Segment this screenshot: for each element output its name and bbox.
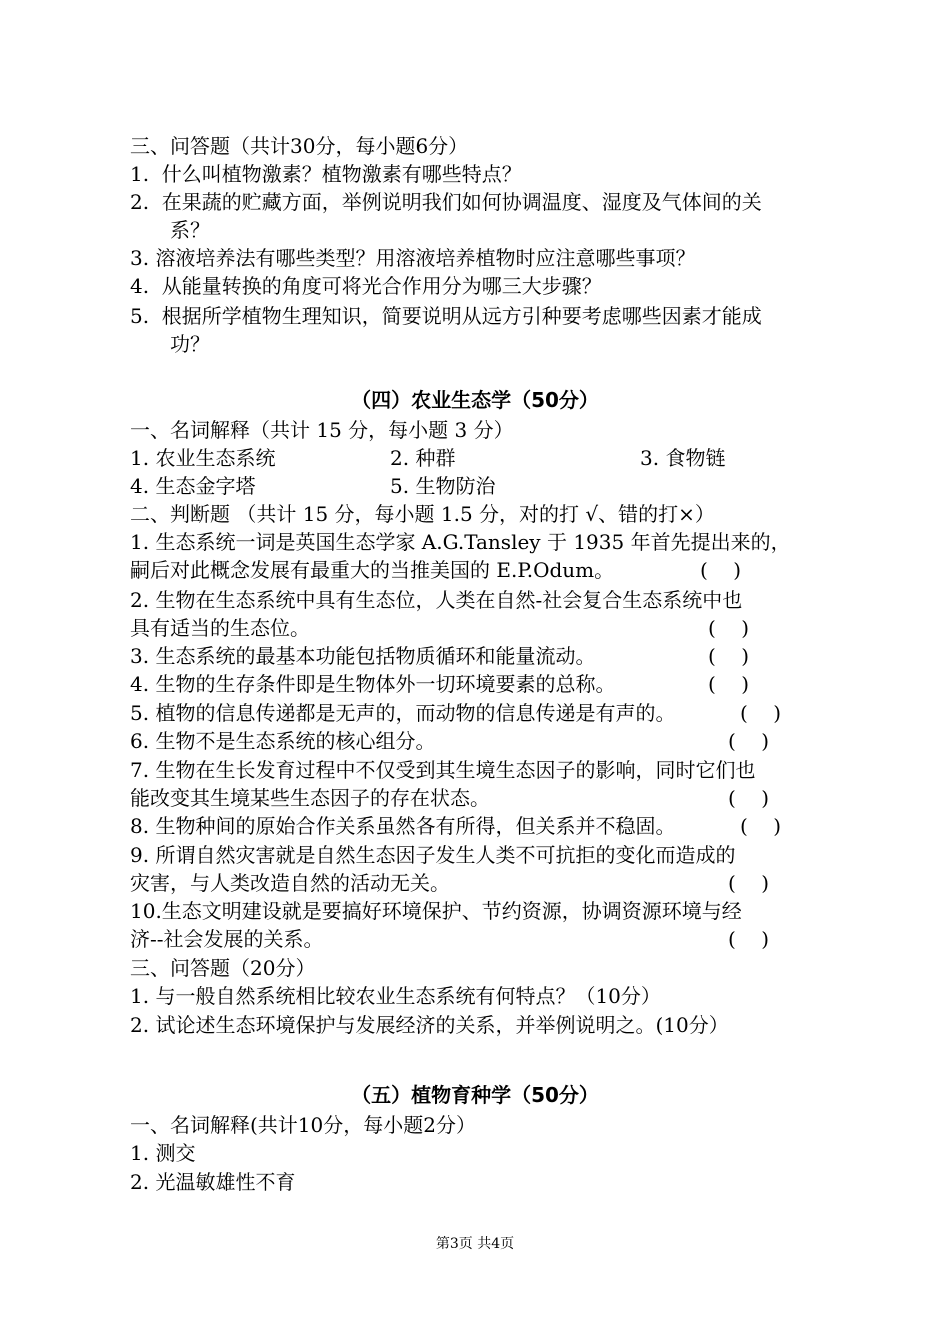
ecology-term-2: 2. 种群 bbox=[390, 446, 456, 470]
page-footer: 第3页 共4页 bbox=[435, 1236, 515, 1252]
tf-question-5: 5. 植物的信息传递都是无声的，而动物的信息传递是有声的。 bbox=[130, 701, 676, 725]
tf-question-6: 6. 生物不是生态系统的核心组分。 bbox=[130, 729, 436, 753]
breeding-term-1: 1. 测交 bbox=[130, 1141, 196, 1165]
ecology-title: （四）农业生态学（50分） bbox=[351, 388, 599, 412]
ecology-term-3: 3. 食物链 bbox=[640, 446, 726, 470]
tf-question-2: 2. 生物在生态系统中具有生态位，人类在自然-社会复合生态系统中也 bbox=[130, 588, 743, 612]
answer-blank: ( ) bbox=[708, 644, 750, 668]
pp-question-3: 3. 溶液培养法有哪些类型？用溶液培养植物时应注意哪些事项？ bbox=[130, 246, 696, 270]
pp-question-2-cont: 系？ bbox=[170, 218, 210, 242]
tf-question-9-cont: 灾害，与人类改造自然的活动无关。 bbox=[130, 871, 450, 895]
ecology-qa-heading: 三、问答题（20分） bbox=[130, 956, 316, 980]
pp-question-1: 1. 什么叫植物激素？植物激素有哪些特点？ bbox=[130, 162, 522, 186]
pp-question-5-cont: 功？ bbox=[170, 332, 210, 356]
ecology-term-1: 1. 农业生态系统 bbox=[130, 446, 276, 470]
pp-question-5: 5. 根据所学植物生理知识，简要说明从远方引种要考虑哪些因素才能成 bbox=[130, 304, 762, 328]
tf-question-8: 8. 生物种间的原始合作关系虽然各有所得，但关系并不稳固。 bbox=[130, 814, 676, 838]
pp-qa-heading: 三、问答题（共计30分，每小题6分） bbox=[130, 134, 469, 158]
ecology-qa-2: 2. 试论述生态环境保护与发展经济的关系，并举例说明之。(10分） bbox=[130, 1013, 729, 1037]
tf-heading: 二、判断题 （共计 15 分，每小题 1.5 分，对的打 √、错的打×） bbox=[130, 502, 715, 526]
tf-question-7: 7. 生物在生长发育过程中不仅受到其生境生态因子的影响，同时它们也 bbox=[130, 758, 756, 782]
pp-question-2: 2. 在果蔬的贮藏方面，举例说明我们如何协调温度、湿度及气体间的关 bbox=[130, 190, 762, 214]
tf-question-1-cont: 嗣后对此概念发展有最重大的当推美国的 E.P.Odum。 bbox=[130, 558, 615, 582]
tf-question-2-cont: 具有适当的生态位。 bbox=[130, 616, 310, 640]
tf-question-4: 4. 生物的生存条件即是生物体外一切环境要素的总称。 bbox=[130, 672, 616, 696]
pp-question-4: 4. 从能量转换的角度可将光合作用分为哪三大步骤？ bbox=[130, 274, 602, 298]
breeding-title: （五）植物育种学（50分） bbox=[351, 1083, 599, 1107]
ecology-qa-1: 1. 与一般自然系统相比较农业生态系统有何特点？（10分） bbox=[130, 984, 661, 1008]
answer-blank: ( ) bbox=[728, 729, 770, 753]
answer-blank: ( ) bbox=[740, 814, 782, 838]
tf-question-10: 10.生态文明建设就是要搞好环境保护、节约资源，协调资源环境与经 bbox=[130, 899, 742, 923]
answer-blank: ( ) bbox=[700, 558, 742, 582]
ecology-term-5: 5. 生物防治 bbox=[390, 474, 496, 498]
tf-question-3: 3. 生态系统的最基本功能包括物质循环和能量流动。 bbox=[130, 644, 596, 668]
tf-question-1: 1. 生态系统一词是英国生态学家 A.G.Tansley 于 1935 年首先提出来的， bbox=[130, 530, 791, 554]
tf-question-10-cont: 济--社会发展的关系。 bbox=[130, 927, 324, 951]
ecology-terms-heading: 一、名词解释（共计 15 分，每小题 3 分） bbox=[130, 418, 514, 442]
answer-blank: ( ) bbox=[728, 871, 770, 895]
answer-blank: ( ) bbox=[708, 616, 750, 640]
tf-question-7-cont: 能改变其生境某些生态因子的存在状态。 bbox=[130, 786, 490, 810]
answer-blank: ( ) bbox=[728, 927, 770, 951]
ecology-term-4: 4. 生态金字塔 bbox=[130, 474, 256, 498]
answer-blank: ( ) bbox=[708, 672, 750, 696]
breeding-terms-heading: 一、名词解释(共计10分，每小题2分） bbox=[130, 1113, 476, 1137]
breeding-term-2: 2. 光温敏雄性不育 bbox=[130, 1170, 296, 1194]
answer-blank: ( ) bbox=[740, 701, 782, 725]
answer-blank: ( ) bbox=[728, 786, 770, 810]
tf-question-9: 9. 所谓自然灾害就是自然生态因子发生人类不可抗拒的变化而造成的 bbox=[130, 843, 736, 867]
